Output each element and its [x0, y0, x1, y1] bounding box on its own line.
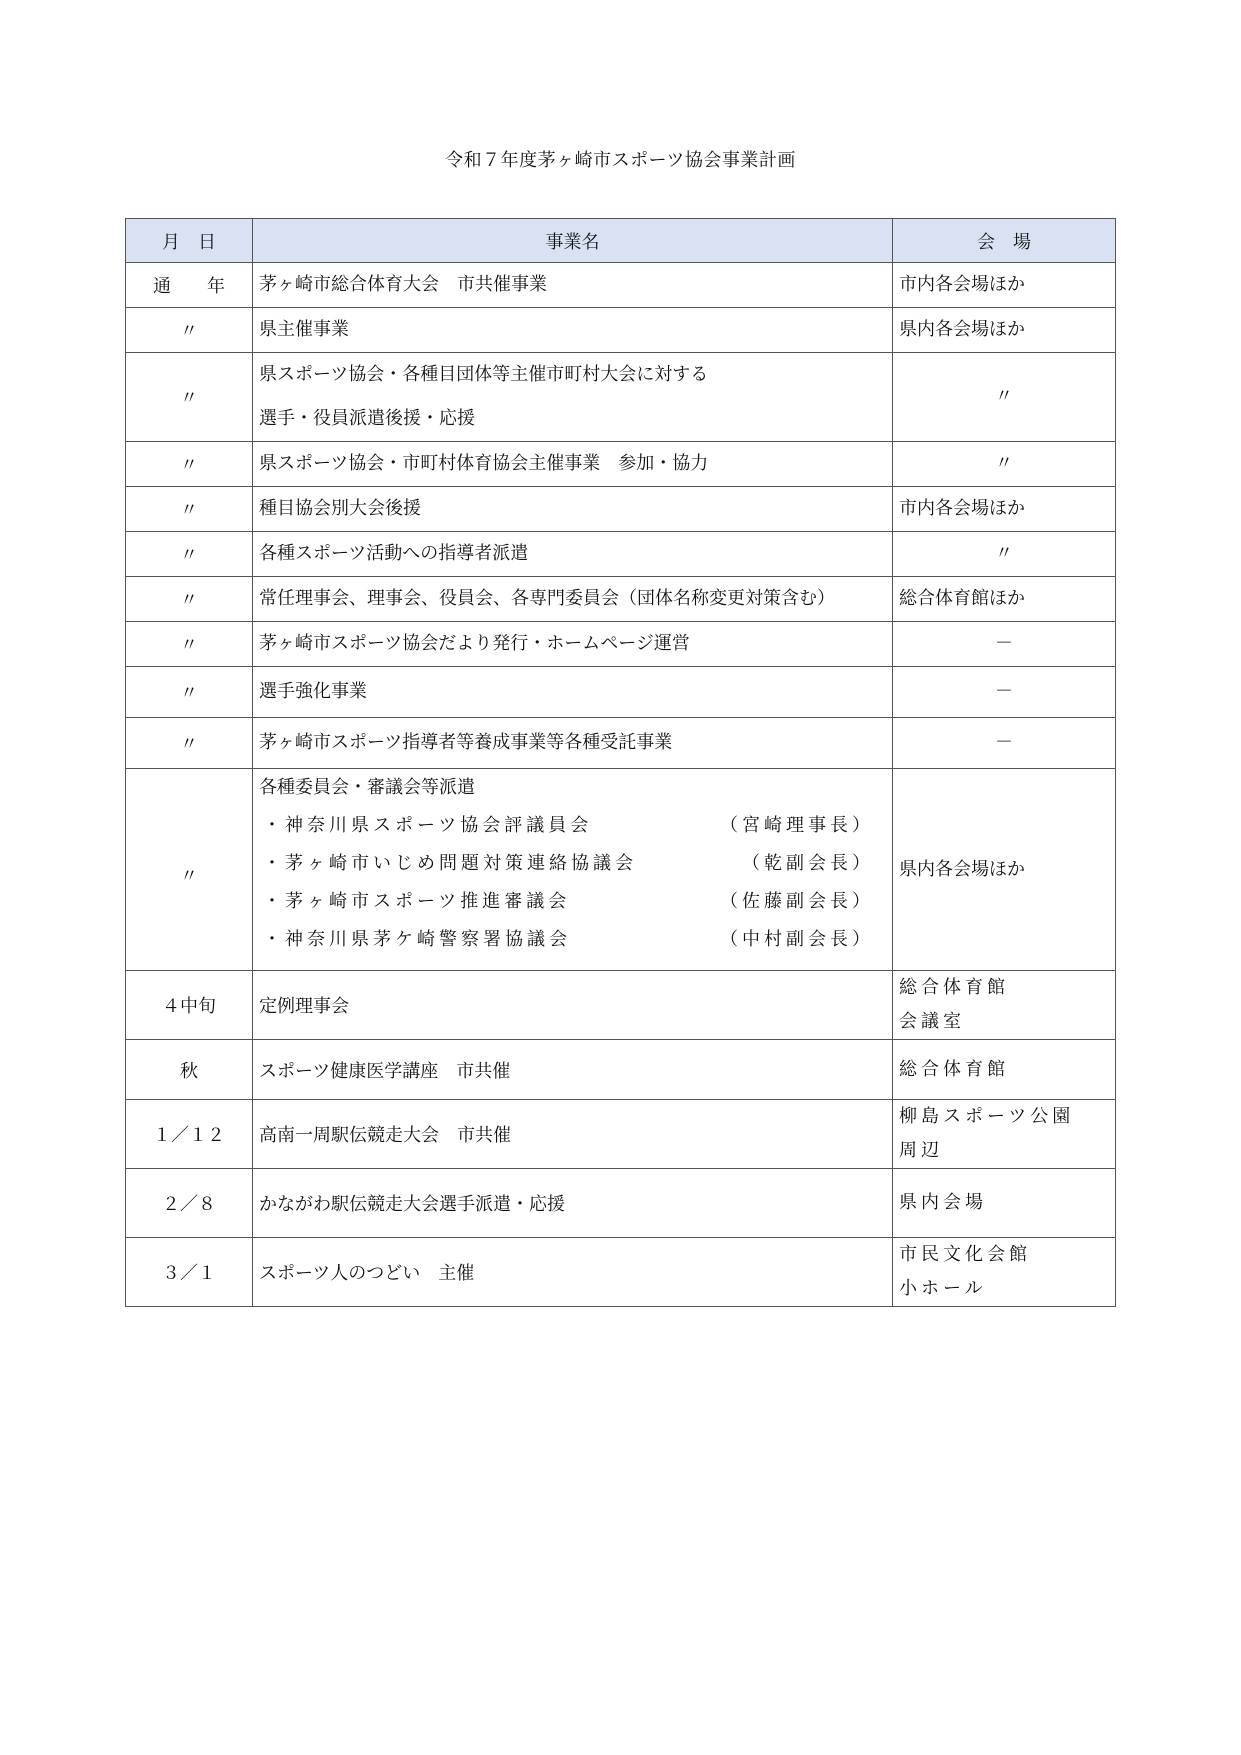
- row-date: 〃: [126, 667, 253, 718]
- table-row: [126, 532, 1116, 577]
- row-venue: [893, 769, 1116, 971]
- row-name-line: 選手強化事業: [259, 681, 367, 702]
- committee-name: ・神奈川県スポーツ協会評議員会: [263, 815, 593, 836]
- row-name: [253, 532, 893, 577]
- committee-person: （乾副会長）: [742, 853, 874, 874]
- event-row: [126, 1169, 1116, 1238]
- row-name: [253, 442, 893, 487]
- row-venue-line: 〃: [995, 453, 1013, 474]
- event-venue: [893, 1238, 1116, 1307]
- committee-item: [259, 921, 886, 959]
- row-venue-line: 総合体育館ほか: [899, 588, 1025, 609]
- event-venue: [893, 1169, 1116, 1238]
- event-venue-line: 会議室: [899, 1011, 965, 1032]
- row-name-line: 選手・役員派遣後援・応援: [259, 408, 475, 429]
- row-date: 〃: [126, 353, 253, 442]
- row-name-line: 茅ヶ崎市スポーツ指導者等養成事業等各種受託事業: [259, 732, 673, 753]
- row-name: [253, 718, 893, 769]
- row-date: 〃: [126, 532, 253, 577]
- event-venue-line: 総合体育館: [899, 1058, 1009, 1080]
- row-venue-line: －: [995, 732, 1013, 753]
- table-row: [126, 353, 1116, 442]
- event-name: 高南一周駅伝競走大会 市共催: [253, 1100, 893, 1169]
- event-venue-line: 柳島スポーツ公園: [899, 1106, 1075, 1127]
- committee-list: [259, 807, 886, 959]
- event-name: スポーツ人のつどい 主催: [253, 1238, 893, 1307]
- table-row: [126, 577, 1116, 622]
- committee-item: [259, 845, 886, 883]
- row-venue: [893, 667, 1116, 718]
- committee-name: ・茅ヶ崎市いじめ問題対策連絡協議会: [263, 853, 637, 874]
- row-date: 〃: [126, 487, 253, 532]
- row-name-line: 茅ヶ崎市スポーツ協会だより発行・ホームページ運営: [259, 633, 690, 654]
- event-venue: [893, 1100, 1116, 1169]
- row-name: [253, 769, 893, 971]
- event-date: １／１２: [126, 1100, 253, 1169]
- row-name-line: 県スポーツ協会・各種目団体等主催市町村大会に対する: [259, 364, 709, 385]
- row-date: 〃: [126, 442, 253, 487]
- committee-name: ・茅ヶ崎市スポーツ推進審議会: [263, 891, 571, 912]
- row-venue: [893, 532, 1116, 577]
- event-venue-line: 市民文化会館: [899, 1244, 1031, 1265]
- table-row: [126, 622, 1116, 667]
- table-row: [126, 442, 1116, 487]
- event-row: [126, 1238, 1116, 1307]
- row-name: [253, 487, 893, 532]
- page-title: 令和７年度茅ヶ崎市スポーツ協会事業計画: [445, 150, 796, 171]
- committee-item: [259, 883, 886, 921]
- event-venue-line: 県内会場: [899, 1192, 987, 1213]
- event-date: 秋: [126, 1040, 253, 1100]
- committee-heading: 各種委員会・審議会等派遣: [259, 777, 475, 798]
- table-row: [126, 308, 1116, 353]
- row-name: [253, 622, 893, 667]
- row-name-line: 県主催事業: [259, 319, 349, 340]
- event-venue-line: 周辺: [899, 1140, 943, 1161]
- row-date: 〃: [126, 622, 253, 667]
- row-venue: [893, 442, 1116, 487]
- row-date: 〃: [126, 718, 253, 769]
- event-date: ３／１: [126, 1238, 253, 1307]
- row-date: 通 年: [126, 263, 253, 308]
- row-name: [253, 263, 893, 308]
- row-name-line: 各種スポーツ活動への指導者派遣: [259, 543, 529, 564]
- event-date: ４中旬: [126, 971, 253, 1040]
- table-header-row: [126, 219, 1116, 263]
- row-name-line: 常任理事会、理事会、役員会、各専門委員会（団体名称変更対策含む）: [259, 588, 835, 609]
- header-date: 月 日: [126, 219, 253, 263]
- committee-person: （宮崎理事長）: [720, 815, 874, 836]
- table-row-committees: [126, 769, 1116, 971]
- committee-item: [259, 807, 886, 845]
- event-row: [126, 971, 1116, 1040]
- event-name: 定例理事会: [253, 971, 893, 1040]
- plan-table: [125, 218, 1116, 1307]
- committee-name: ・神奈川県茅ケ崎警察署協議会: [263, 929, 571, 950]
- row-date: 〃: [126, 769, 253, 971]
- row-venue: [893, 308, 1116, 353]
- row-venue-line: 県内各会場ほか: [899, 858, 1025, 880]
- row-name-line: 種目協会別大会後援: [259, 498, 421, 519]
- row-venue: [893, 487, 1116, 532]
- committee-person: （佐藤副会長）: [720, 891, 874, 912]
- row-venue-line: 市内各会場ほか: [899, 274, 1025, 295]
- event-name: かながわ駅伝競走大会選手派遣・応援: [253, 1169, 893, 1238]
- event-venue: [893, 1040, 1116, 1100]
- row-date: 〃: [126, 577, 253, 622]
- event-date: ２／８: [126, 1169, 253, 1238]
- row-venue: [893, 577, 1116, 622]
- row-date: 〃: [126, 308, 253, 353]
- table-row: [126, 263, 1116, 308]
- table-row: [126, 487, 1116, 532]
- table-row: [126, 667, 1116, 718]
- row-name: [253, 353, 893, 442]
- row-venue-line: 市内各会場ほか: [899, 498, 1025, 519]
- event-name: スポーツ健康医学講座 市共催: [253, 1040, 893, 1100]
- header-name: 事業名: [253, 219, 893, 263]
- row-venue-line: 〃: [995, 543, 1013, 564]
- row-venue: [893, 622, 1116, 667]
- row-name-line: 茅ヶ崎市総合体育大会 市共催事業: [259, 274, 547, 295]
- row-name: [253, 308, 893, 353]
- committee-person: （中村副会長）: [720, 929, 874, 950]
- row-name-line: 県スポーツ協会・市町村体育協会主催事業 参加・協力: [259, 453, 709, 474]
- row-name: [253, 667, 893, 718]
- table-row: [126, 718, 1116, 769]
- row-venue: [893, 718, 1116, 769]
- event-row: [126, 1040, 1116, 1100]
- header-venue: 会 場: [893, 219, 1116, 263]
- event-row: [126, 1100, 1116, 1169]
- event-venue: [893, 971, 1116, 1040]
- row-venue-line: －: [995, 633, 1013, 654]
- row-venue: [893, 353, 1116, 442]
- row-venue: [893, 263, 1116, 308]
- row-venue-line: 県内各会場ほか: [899, 319, 1025, 340]
- row-venue-line: －: [995, 681, 1013, 702]
- row-venue-line: 〃: [995, 386, 1013, 407]
- row-name: [253, 577, 893, 622]
- event-venue-line: 総合体育館: [899, 977, 1009, 998]
- event-venue-line: 小ホール: [899, 1278, 987, 1299]
